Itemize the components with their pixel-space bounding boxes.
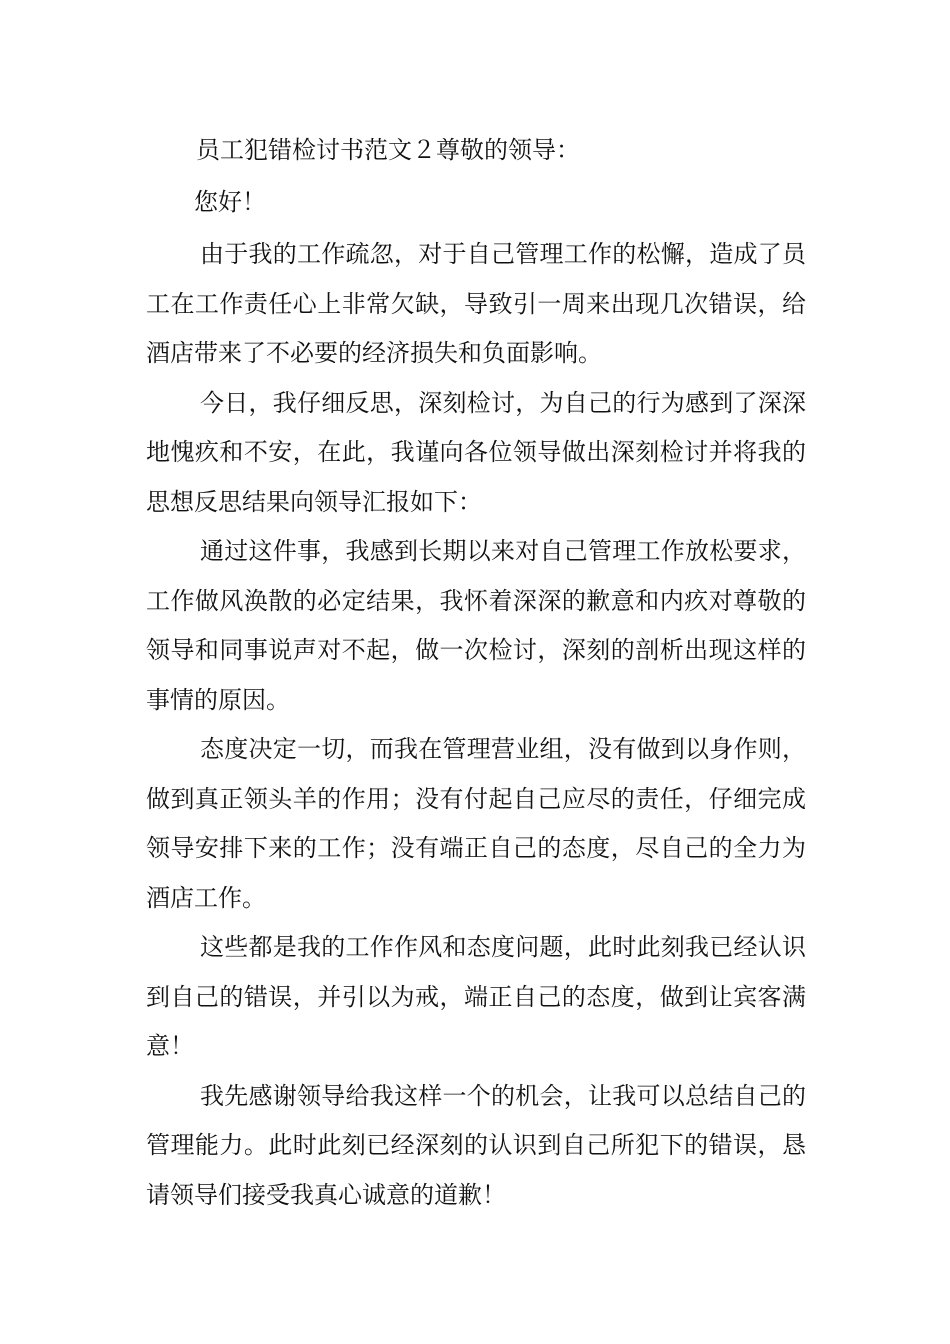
greeting-line: 您好！ [194, 188, 266, 216]
paragraph-6: 我先感谢领导给我这样一个的机会，让我可以总结自己的管理能力。此时此刻已经深刻的认识到自己所犯下的错误，恳请领导们接受我真心诚意的道歉！ [146, 1081, 806, 1209]
document-body [146, 124, 806, 1220]
paragraph-2: 今日，我仔细反思，深刻检讨，为自己的行为感到了深深地愧疚和不安，在此，我谨向各位领导做出深刻检讨并将我的思想反思结果向领导汇报如下： [146, 388, 806, 516]
paragraph-1: 由于我的工作疏忽，对于自己管理工作的松懈，造成了员工在工作责任心上非常欠缺，导致引一周来出现几次错误，给酒店带来了不必要的经济损失和负面影响。 [146, 240, 806, 367]
paragraph-3: 通过这件事，我感到长期以来对自己管理工作放松要求，工作做风涣散的必定结果，我怀着深深的歉意和内疚对尊敬的领导和同事说声对不起，做一次检讨，深刻的剖析出现这样的事情的原因。 [146, 537, 806, 714]
paragraph-4: 态度决定一切，而我在管理营业组，没有做到以身作则，做到真正领头羊的作用；没有付起自己应尽的责任，仔细完成领导安排下来的工作；没有端正自己的态度，尽自己的全力为酒店工作。 [146, 735, 806, 912]
document-title-line: 员工犯错检讨书范文２尊敬的领导： [196, 136, 580, 164]
paragraph-5: 这些都是我的工作作风和态度问题，此时此刻我已经认识到自己的错误，并引以为戒，端正自己的态度，做到让宾客满意！ [146, 933, 806, 1060]
